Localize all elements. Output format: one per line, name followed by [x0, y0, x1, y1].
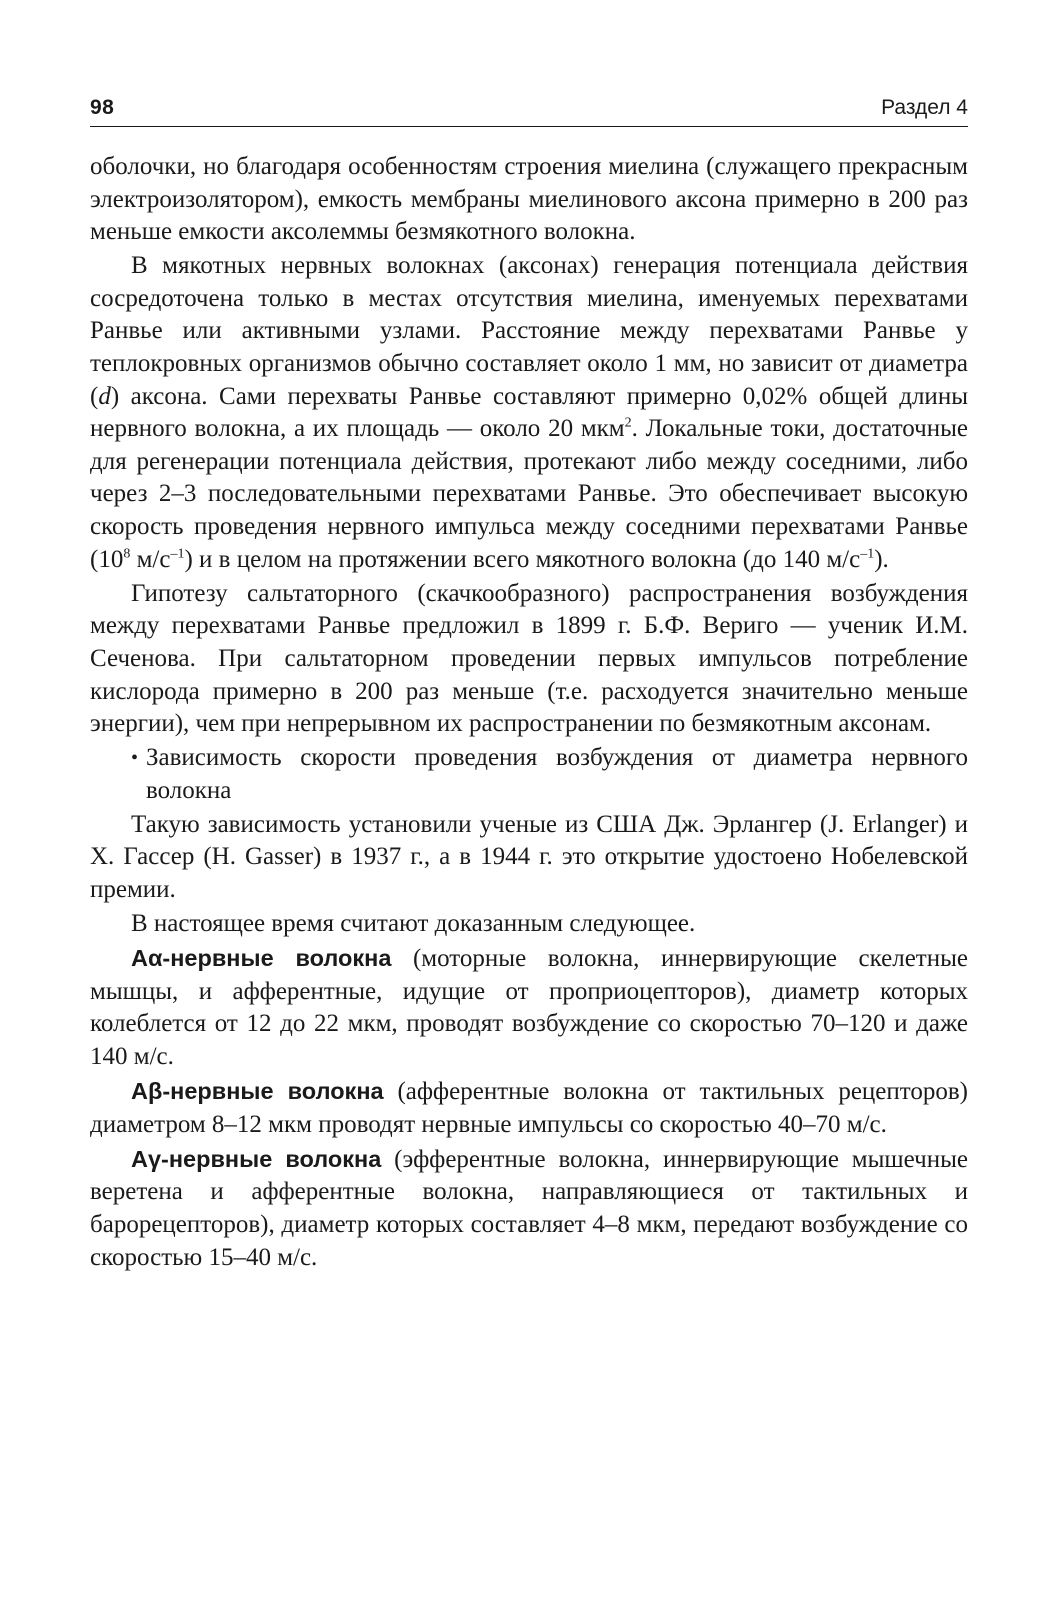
text-segment: ) аксона. Сами перехваты Ранвье составляют примерно 0,02% общей длины нервного волокна, а их площадь — около 20 мкм — [90, 382, 968, 443]
superscript: 2 — [624, 415, 632, 431]
text-segment: ). — [874, 545, 889, 573]
superscript: –1 — [170, 546, 185, 562]
definition-a-beta: (афферентные волокна от тактильных рецепторов) диаметром 8–12 мкм проводят нервные импульсы со скоростью 40–70 м/с. — [90, 1078, 968, 1138]
definition-a-gamma: (эфферентные волокна, иннервирующие мышечные веретена и афферентные волокна, направляющиеся от тактильных и барорецепторов), диаметр которых составляет 4–8 мкм, передают возбуждение со скоростью 15–40 м/с. — [90, 1145, 968, 1271]
paragraph-erlanger-gasser: Такую зависимость установили ученые из США Дж. Эрлангер (J. Erlanger) и Х. Гассер (H. Gasser) в 1937 г., а в 1944 г. это открытие удостоено Нобелевской премии. — [90, 810, 968, 904]
diameter-variable: d — [98, 382, 111, 410]
book-page — [90, 96, 968, 1276]
paragraph-ranvier-nodes — [90, 250, 968, 576]
paragraph-saltatory-hypothesis: Гипотезу сальтаторного (скачкообразного) распространения возбуждения между перехватами Ранвье предложил в 1899 г. Б.Ф. Вериго — ученик И.М. Сеченова. При сальтаторном проведении первых импульсов потребление кислорода примерно в 200 раз меньше (т.е. расходуется значительно меньше энергии), чем при непрерывном их распространении по безмякотным аксонам. — [90, 579, 968, 738]
running-head — [90, 96, 968, 127]
superscript: –1 — [860, 546, 875, 562]
bullet-item — [90, 742, 968, 807]
term-a-gamma: Aγ-нервные волокна — [131, 1145, 382, 1172]
text-segment: В мякотных нервных волокнах (аксонах) генерация потенциала действия сосредоточена только в местах отсутствия миелина, именуемых перехватами Ранвье или активными узлами. Расстояние между перехватами Ранвье у теплокровных организмов обычно составляет около 1 мм, но зависит от диаметра ( — [90, 252, 968, 410]
paragraph-current-view: В настоящее время считают доказанным следующее. — [131, 910, 696, 938]
paragraph-a-beta-fibers — [90, 1075, 968, 1141]
text-segment: ) и в целом на протяжении всего мякотного волокна (до 140 м/с — [184, 545, 861, 573]
bullet-icon: • — [131, 747, 139, 770]
paragraph-a-gamma-fibers — [90, 1143, 968, 1274]
paragraph-myelin-capacitance: оболочки, но благодаря особенностям строения миелина (служащего прекрасным электроизолятором), емкость мембраны миелинового аксона примерно в 200 раз меньше емкости аксолеммы безмякотного волокна. — [90, 153, 968, 246]
text-segment: . Локальные токи, достаточные для регенерации потенциала действия, протекают либо между соседними, либо через 2–3 последовательными перехватами Ранвье. Это обеспечивает высокую скорость проведения нервного импульса между соседними перехватами Ранвье (10 — [90, 415, 968, 573]
superscript: 8 — [123, 546, 131, 562]
section-label: Раздел 4 — [881, 96, 968, 119]
text-segment: м/с — [130, 545, 171, 573]
bullet-heading: Зависимость скорости проведения возбуждения от диаметра нервного волокна — [146, 744, 968, 804]
page-number: 98 — [90, 96, 115, 119]
definition-a-alpha: (моторные волокна, иннервирующие скелетные мышцы, и афферентные, идущие от проприоцепторов), диаметр которых колеблется от 12 до 22 мкм, проводят возбуждение со скоростью 70–120 и даже 140 м/с. — [90, 945, 969, 1071]
body-text — [90, 151, 968, 1274]
term-a-beta: Aβ-нервные волокна — [131, 1078, 384, 1105]
term-a-alpha: Aα-нервные волокна — [131, 945, 392, 972]
paragraph-a-alpha-fibers — [90, 942, 968, 1073]
